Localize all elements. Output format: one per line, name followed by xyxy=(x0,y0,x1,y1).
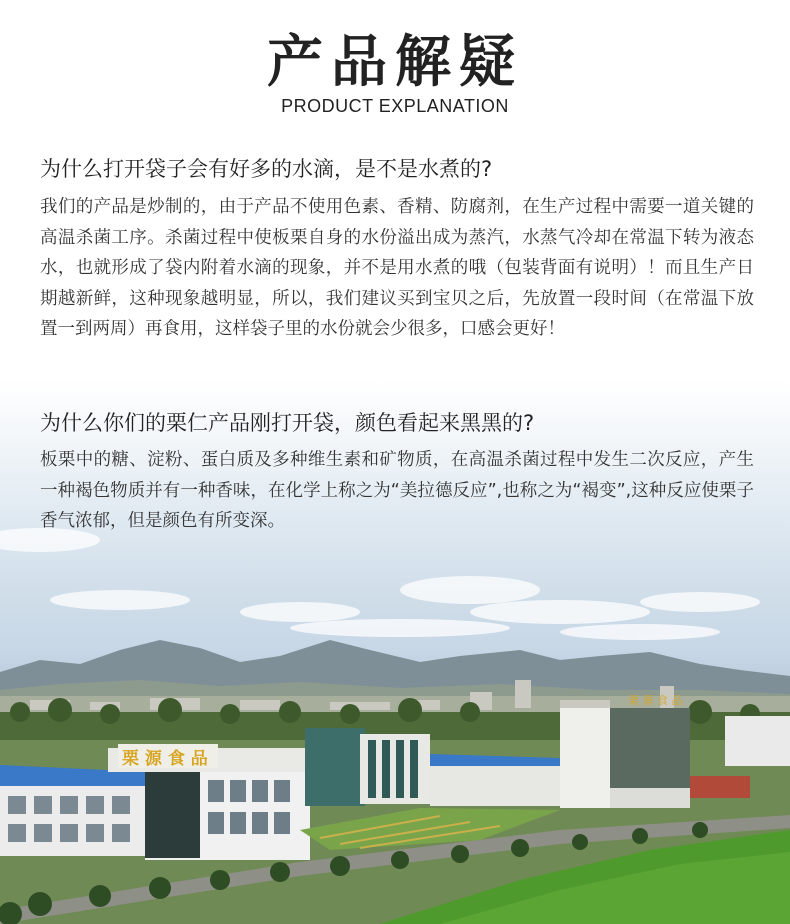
factory-sign: 栗 源 食 品 xyxy=(122,749,208,769)
faq-answer-2: 板栗中的糖、淀粉、蛋白质及多种维生素和矿物质，在高温杀菌过程中发生二次反应，产生一种褐色物质并有一种香味，在化学上称之为“美拉德反应”,也称之为“褐变”,这种反应使栗子香气浓郁，但是颜色有所变深。 xyxy=(40,450,754,532)
page-subtitle: PRODUCT EXPLANATION xyxy=(281,96,509,116)
faq-question-1: 为什么打开袋子会有好多的水滴，是不是水煮的? xyxy=(40,157,493,181)
faq-question-2: 为什么你们的栗仁产品刚打开袋，颜色看起来黑黑的? xyxy=(40,411,535,435)
svg-text:栗 源 食 品: 栗 源 食 品 xyxy=(628,694,683,707)
faq-answer-1: 我们的产品是炒制的，由于产品不使用色素、香精、防腐剂，在生产过程中需要一道关键的高温杀菌工序。杀菌过程中使板栗自身的水份溢出成为蒸汽，水蒸气冷却在常温下转为液态水，也就形成了袋内附着水滴的现象，并不是用水煮的哦（包装背面有说明）！而且生产日期越新鲜，这种现象越明显，所以，我们建议买到宝贝之后，先放置一段时间（在常温下放置一到两周）再食用，这样袋子里的水份就会少很多，口感会更好！ xyxy=(40,197,754,340)
page-title: 产品解疑 xyxy=(267,30,523,95)
